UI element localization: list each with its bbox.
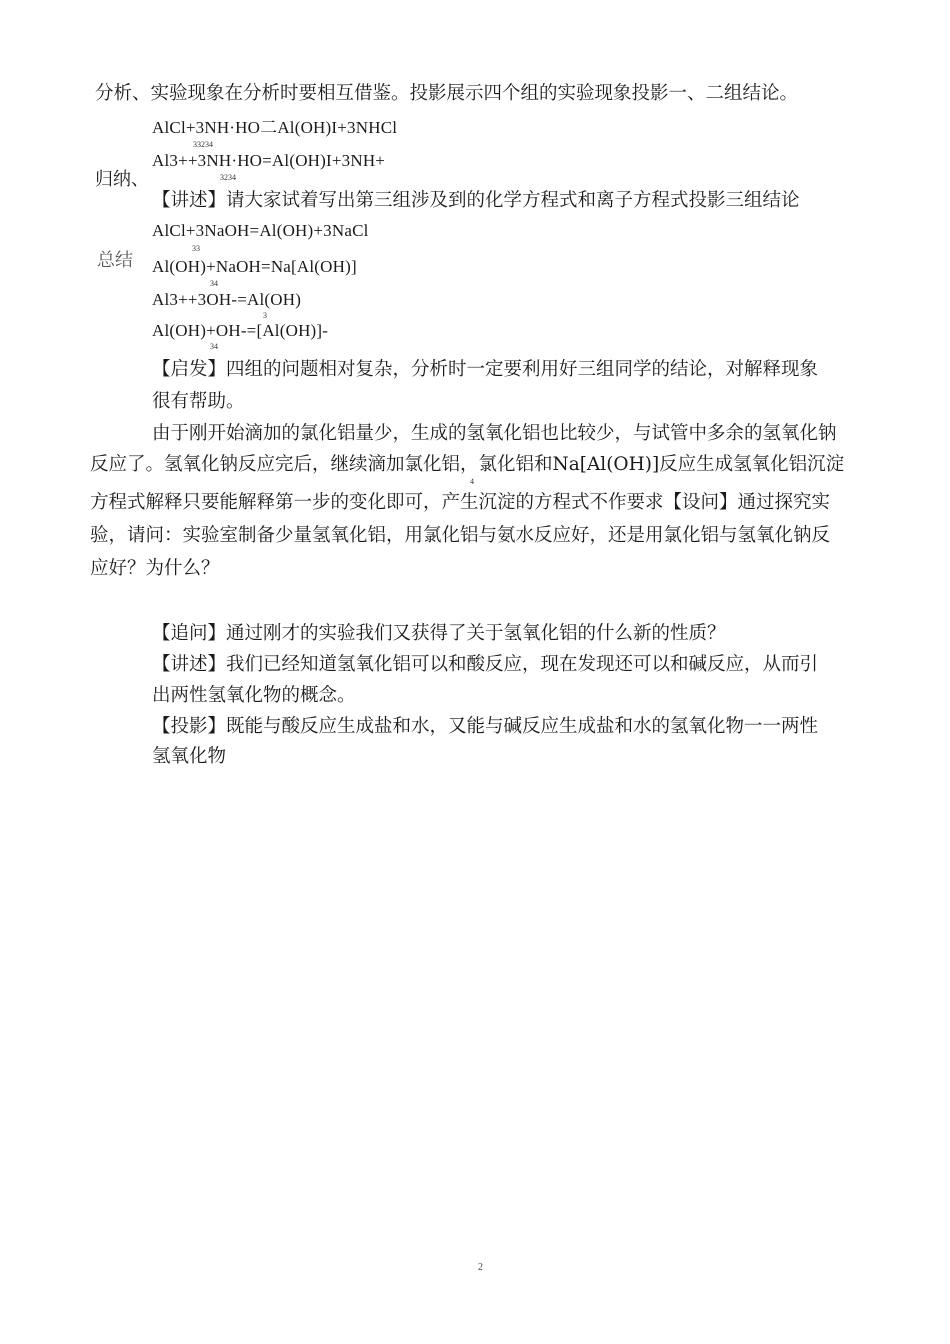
- paragraph-line-12: 出两性氢氧化物的概念。: [152, 685, 356, 706]
- paragraph-line-14: 氢氧化物: [152, 746, 227, 767]
- equation-subscripts: 3: [263, 311, 267, 320]
- paragraph-line-2: 【讲述】请大家试着写出第三组涉及到的化学方程式和离子方程式投影三组结论: [152, 190, 800, 211]
- equation-aloh3-oh-ionic: Al(OH)+OH-=[Al(OH)]-: [152, 321, 329, 340]
- paragraph-line-10: 【追问】通过刚才的实验我们又获得了关于氢氧化铝的什么新的性质？: [152, 623, 726, 644]
- paragraph-line-7: 方程式解释只要能解释第一步的变化即可，产生沉淀的方程式不作要求【设问】通过探究实: [90, 492, 831, 513]
- equation-alcl3-naoh: AlCl+3NaOH=Al(OH)+3NaCl: [152, 221, 369, 240]
- equation-alcl3-ammonia: AlCl+3NH·HO二Al(OH)I+3NHCl: [152, 118, 398, 137]
- side-label-guina: 归纳、: [95, 169, 149, 190]
- equation-aloh3-naoh: Al(OH)+NaOH=Na[Al(OH)]: [152, 257, 357, 276]
- paragraph-line-4: 很有帮助。: [152, 391, 245, 412]
- equation-al3-oh-ionic: Al3++3OH-=Al(OH): [152, 290, 302, 309]
- equation-subscripts: 34: [210, 279, 218, 288]
- paragraph-line-13: 【投影】既能与酸反应生成盐和水，又能与碱反应生成盐和水的氢氧化物一一两性: [152, 716, 819, 737]
- equation-subscripts: 3234: [220, 173, 236, 182]
- equation-al3-ammonia-ionic: Al3++3NH·HO=Al(OH)I+3NH+: [152, 151, 386, 170]
- paragraph-line-9: 应好？为什么？: [90, 558, 220, 579]
- paragraph-line-3: 【启发】四组的问题相对复杂，分析时一定要利用好三组同学的结论，对解释现象: [152, 359, 819, 380]
- equation-subscripts: 4: [470, 477, 474, 486]
- paragraph-line-1: 分析、实验现象在分析时要相互借鉴。投影展示四个组的实验现象投影一、二组结论。: [95, 83, 799, 104]
- equation-subscripts: 33: [192, 244, 200, 253]
- paragraph-line-8: 验，请问：实验室制备少量氢氧化铝，用氯化铝与氨水反应好，还是用氯化铝与氢氧化钠反: [90, 525, 831, 546]
- paragraph-line-5: 由于刚开始滴加的氯化铝量少，生成的氢氧化铝也比较少，与试管中多余的氢氧化钠: [152, 423, 837, 444]
- equation-subscripts: 34: [210, 342, 218, 351]
- side-label-zongjie: 总结: [97, 250, 133, 271]
- page-number: 2: [478, 1262, 483, 1273]
- paragraph-line-6: 反应了。氢氧化钠反应完后，继续滴加氯化铝，氯化铝和Na[Al(OH)]反应生成氢氧化铝沉淀: [90, 454, 845, 475]
- paragraph-line-11: 【讲述】我们已经知道氢氧化铝可以和酸反应，现在发现还可以和碱反应，从而引: [152, 654, 819, 675]
- equation-subscripts: 33234: [193, 140, 213, 149]
